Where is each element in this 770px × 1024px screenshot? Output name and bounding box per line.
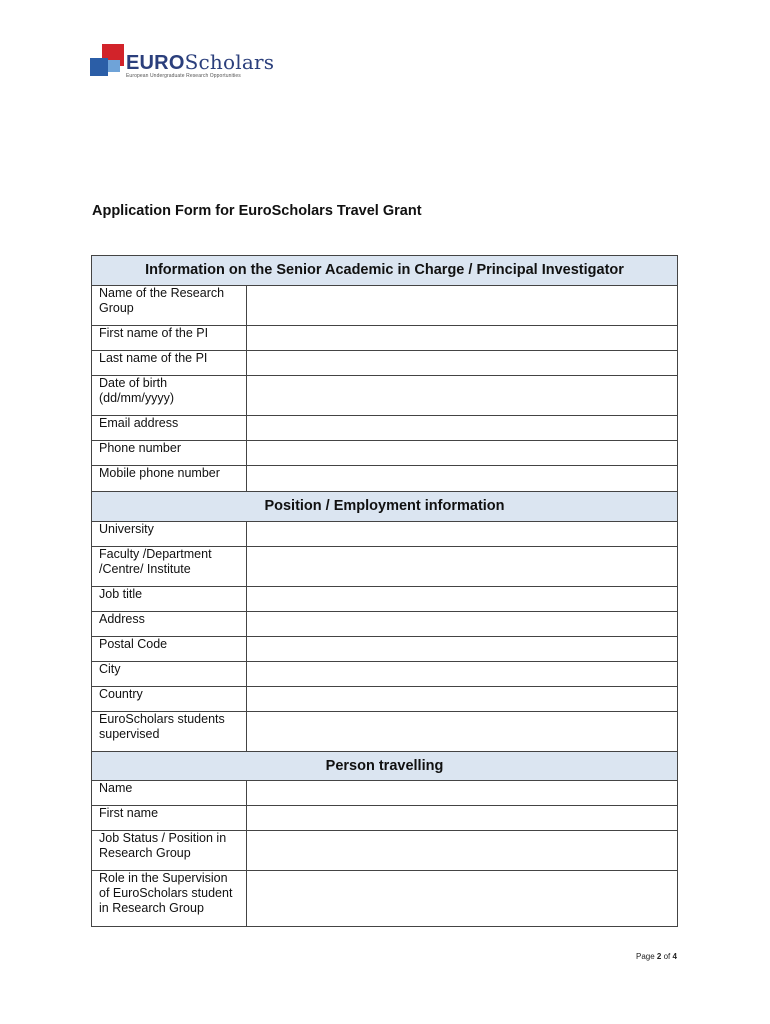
form-row: [92, 587, 678, 612]
form-row: [92, 326, 678, 351]
form-row: [92, 687, 678, 712]
form-row: [92, 547, 678, 587]
field-input-cell[interactable]: [247, 547, 678, 587]
section-header: [92, 256, 678, 286]
logo-blue-square-icon: [90, 58, 108, 76]
application-form-table: [91, 255, 678, 927]
field-input-cell[interactable]: [247, 831, 678, 871]
field-input-cell[interactable]: [247, 637, 678, 662]
section-heading: Information on the Senior Academic in Charge / Principal Investigator: [92, 256, 678, 286]
field-input-cell[interactable]: [247, 687, 678, 712]
form-row: [92, 781, 678, 806]
field-label: Email address: [92, 416, 247, 441]
field-label: Job Status / Position in Research Group: [92, 831, 247, 871]
field-input-cell[interactable]: [247, 662, 678, 687]
field-input-cell[interactable]: [247, 612, 678, 637]
field-input-cell[interactable]: [247, 286, 678, 326]
form-row: [92, 637, 678, 662]
form-row: [92, 806, 678, 831]
section-header: [92, 752, 678, 781]
field-label: Role in the Supervision of EuroScholars student in Research Group: [92, 871, 247, 927]
field-input-cell[interactable]: [247, 441, 678, 466]
form-row: [92, 712, 678, 752]
logo-tagline: European Undergraduate Research Opportunities: [126, 73, 241, 79]
field-label: Address: [92, 612, 247, 637]
section-header: [92, 492, 678, 522]
form-row: [92, 286, 678, 326]
section-heading: Person travelling: [92, 752, 678, 781]
field-input-cell[interactable]: [247, 466, 678, 492]
form-row: [92, 466, 678, 492]
form-row: [92, 416, 678, 441]
form-row: [92, 441, 678, 466]
form-row: [92, 376, 678, 416]
field-label: EuroScholars students supervised: [92, 712, 247, 752]
form-row: [92, 831, 678, 871]
form-row: [92, 871, 678, 927]
field-input-cell[interactable]: [247, 416, 678, 441]
field-input-cell[interactable]: [247, 587, 678, 612]
field-label: Country: [92, 687, 247, 712]
field-label: University: [92, 522, 247, 547]
field-label: Last name of the PI: [92, 351, 247, 376]
field-label: Postal Code: [92, 637, 247, 662]
field-input-cell[interactable]: [247, 781, 678, 806]
logo-wordmark: EUROScholars: [126, 50, 275, 74]
field-label: First name: [92, 806, 247, 831]
field-label: Mobile phone number: [92, 466, 247, 492]
field-input-cell[interactable]: [247, 871, 678, 927]
field-input-cell[interactable]: [247, 806, 678, 831]
field-label: Date of birth (dd/mm/yyyy): [92, 376, 247, 416]
field-input-cell[interactable]: [247, 522, 678, 547]
field-input-cell[interactable]: [247, 351, 678, 376]
field-input-cell[interactable]: [247, 712, 678, 752]
field-label: First name of the PI: [92, 326, 247, 351]
form-row: [92, 522, 678, 547]
field-label: Phone number: [92, 441, 247, 466]
logo-lightblue-square-icon: [108, 60, 120, 72]
page-number: Page 2 of 4: [636, 952, 677, 961]
field-input-cell[interactable]: [247, 326, 678, 351]
euroscholars-logo: [90, 44, 290, 84]
field-label: City: [92, 662, 247, 687]
form-row: [92, 612, 678, 637]
field-input-cell[interactable]: [247, 376, 678, 416]
field-label: Job title: [92, 587, 247, 612]
form-row: [92, 662, 678, 687]
form-row: [92, 351, 678, 376]
field-label: Name of the Research Group: [92, 286, 247, 326]
field-label: Name: [92, 781, 247, 806]
document-title: Application Form for EuroScholars Travel Grant: [92, 203, 422, 219]
field-label: Faculty /Department /Centre/ Institute: [92, 547, 247, 587]
section-heading: Position / Employment information: [92, 492, 678, 522]
